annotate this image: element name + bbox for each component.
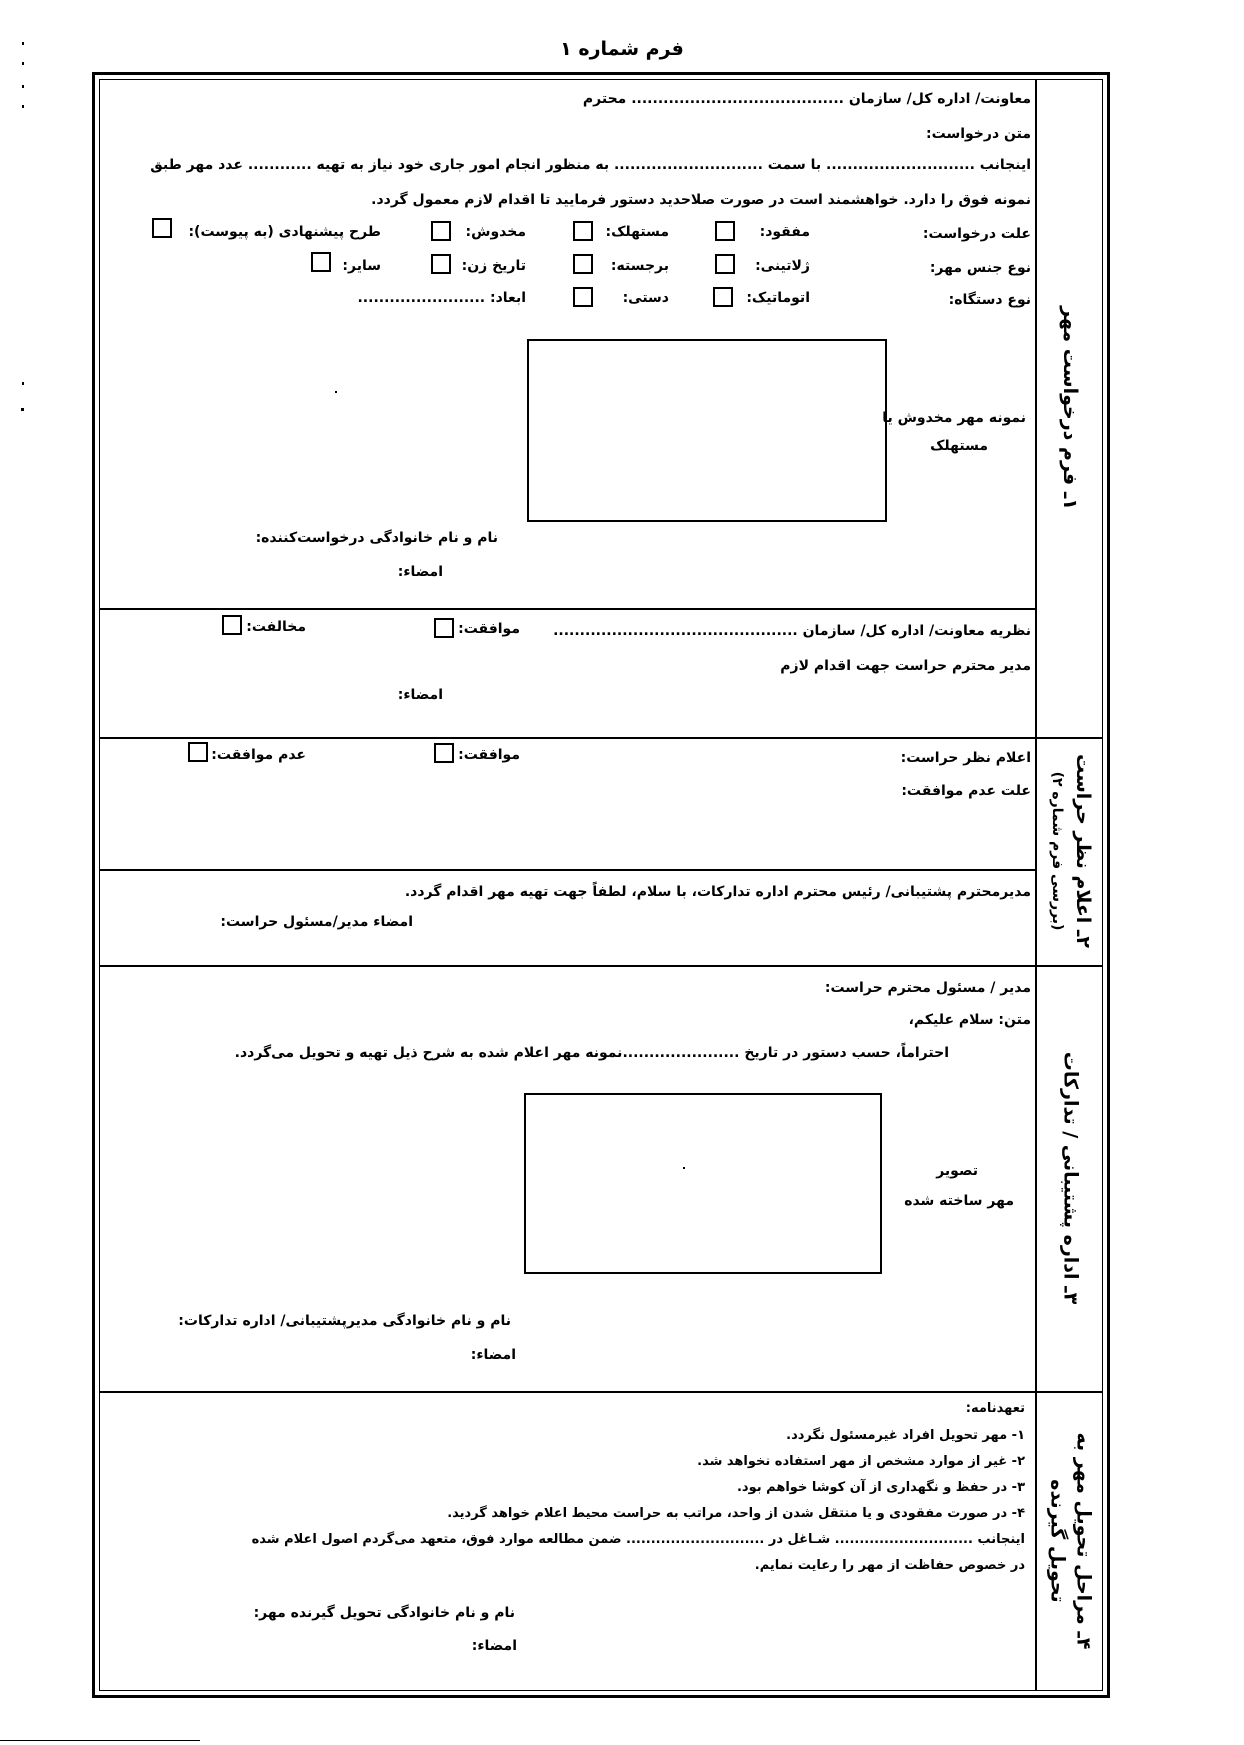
device-auto-label: اتوماتیک: [746,290,810,306]
pledge-item-3: ۳- در حفظ و نگهداری از آن کوشا خواهم بود. [736,1480,1025,1495]
security-not-agree-label: عدم موافقت: [211,747,306,763]
opinion-agree-checkbox[interactable] [434,618,454,638]
dimensions-line: ابعاد: ........................ [357,290,526,306]
opinion-disagree-checkbox[interactable] [222,615,242,635]
device-manual-label: دستی: [622,290,669,306]
pledge-title: تعهدنامه: [965,1401,1025,1416]
scan-mark [22,382,24,385]
sample-label-2: مستهلک [930,438,988,454]
reason-damaged-checkbox[interactable] [431,221,451,241]
form-title: فرم شماره ۱ [560,38,684,60]
request-line-2: نمونه فوق را دارد. خواهشمند است در صورت صلاحدید دستور فرمایید تا اقدام لازم معمول گردد. [371,192,1031,208]
requester-signature-label: امضاء: [397,564,443,580]
support-signature-label: امضاء: [470,1347,516,1363]
scan-mark [22,85,24,88]
pledge-item-1: ۱- مهر تحویل افراد غیرمسئول نگردد. [786,1428,1025,1443]
support-request-line: مدیرمحترم پشتیبانی/ رئیس محترم اداره تدارکات، با سلام، لطفاً جهت تهیه مهر اقدام گردد. [404,884,1031,900]
section-3-side [1037,965,1103,1391]
material-other-checkbox[interactable] [311,252,331,272]
material-dater-checkbox[interactable] [431,254,451,274]
divider-2a [99,869,1035,871]
image-label-2: مهر ساخته شده [904,1193,1014,1209]
device-label: نوع دستگاه: [948,292,1031,308]
reason-label: علت درخواست: [922,226,1031,242]
to-security-line: مدیر / مسئول محترم حراست: [824,980,1031,996]
scan-mark [22,62,24,65]
security-not-agree-checkbox[interactable] [188,742,208,762]
material-embossed-label: برجسته: [610,258,669,274]
pledge-line-2: در خصوص حفاظت از مهر را رعایت نمایم. [754,1558,1025,1573]
speck [683,1167,685,1169]
security-agree-checkbox[interactable] [434,743,454,763]
scan-mark [21,408,24,411]
damaged-seal-sample-box[interactable] [527,339,887,522]
divider-1a [99,608,1035,610]
scan-mark [22,42,24,45]
divider-1-2 [99,737,1103,739]
security-agree-label: موافقت: [458,747,520,763]
image-label-1: تصویر [936,1163,978,1179]
device-auto-checkbox[interactable] [713,287,733,307]
security-signature-label: امضاء مدیر/مسئول حراست: [220,914,413,930]
requester-name-label: نام و نام خانوادگی درخواست‌کننده: [255,530,498,546]
reason-not-agree-label: علت عدم موافقت: [901,783,1031,799]
reason-damaged-label: مخدوش: [465,224,526,240]
material-other-label: سایر: [342,258,381,274]
device-manual-checkbox[interactable] [573,287,593,307]
material-label: نوع جنس مهر: [929,260,1031,276]
divider-3-4 [99,1391,1103,1393]
support-manager-name-label: نام و نام خانوادگی مدیرپشتیبانی/ اداره تدارکات: [178,1313,511,1329]
pledge-line: اینجانب ............................ شـاغل در ............................ ضمن مطالعه موارد فوق، متعهد می‌گردم اصول اعلام شده [251,1532,1025,1547]
section-1-side [1037,79,1103,737]
section-1-label: ۱ـ فرم درخواست مهر [1059,306,1081,510]
material-gelatin-checkbox[interactable] [715,254,735,274]
speck [335,391,337,393]
reason-worn-checkbox[interactable] [573,221,593,241]
section-4-side [1037,1391,1103,1691]
request-line-1: اینجانب ............................ با سمت ............................ به منظور انجام امور جاری خود نیاز به تهیه ............ عدد مهر طبق [150,157,1031,173]
reason-proposed-label: طرح پیشنهادی (به پیوست): [188,224,381,240]
opinion-agree-label: موافقت: [458,621,520,637]
receiver-name-label: نام و نام خانوادگی تحویل گیرنده مهر: [253,1605,515,1621]
section-4-label: ۴ـ مراحل تحویل مهر به تحویل گیرنده [1046,1432,1094,1650]
material-dater-label: تاریخ زن: [461,258,526,274]
sample-label-1: نمونه مهر مخدوش یا [882,410,1026,426]
section-2-label: ۲ـ اعلام نظر حراست (بررسی فرم شماره ۲) [1049,753,1095,949]
reason-worn-label: مستهلک: [605,224,669,240]
opinion-signature-label: امضاء: [397,687,443,703]
opinion-disagree-label: مخالفت: [246,619,306,635]
reason-lost-checkbox[interactable] [715,221,735,241]
announce-label: اعلام نظر حراست: [900,750,1031,766]
scan-mark [22,105,24,108]
opinion-line: نظریه معاونت/ اداره کل/ سازمان .............................................. [553,623,1031,639]
made-seal-image-box[interactable] [524,1093,882,1274]
material-embossed-checkbox[interactable] [573,254,593,274]
pledge-item-4: ۴- در صورت مفقودی و یا منتقل شدن از واحد، مراتب به حراست محیط اعلام خواهد گردید. [447,1506,1025,1521]
request-text-label: متن درخواست: [926,126,1031,142]
addressee-line: معاونت/ اداره کل/ سازمان ........................................ محترم [582,91,1031,107]
reason-lost-label: مفقود: [759,224,810,240]
divider-2-3 [99,965,1103,967]
order-line: احتراماً، حسب دستور در تاریخ ......................نمونه مهر اعلام شده به شرح ذیل تهیه و تحویل می‌گردد. [234,1045,949,1061]
pledge-item-2: ۲- غیر از موارد مشخص از مهر استفاده نخواهد شد. [697,1454,1025,1469]
material-gelatin-label: ژلاتینی: [755,258,810,274]
director-line: مدیر محترم حراست جهت اقدام لازم [780,658,1031,674]
text-greeting-line: متن: سلام علیکم، [908,1012,1031,1028]
section-3-label: ۳ـ اداره پشتیبانی / تدارکات [1059,1051,1081,1305]
reason-proposed-checkbox[interactable] [152,218,172,238]
section-2-side [1037,737,1103,965]
receiver-signature-label: امضاء: [471,1638,517,1654]
scan-bottom-line [0,1740,200,1741]
